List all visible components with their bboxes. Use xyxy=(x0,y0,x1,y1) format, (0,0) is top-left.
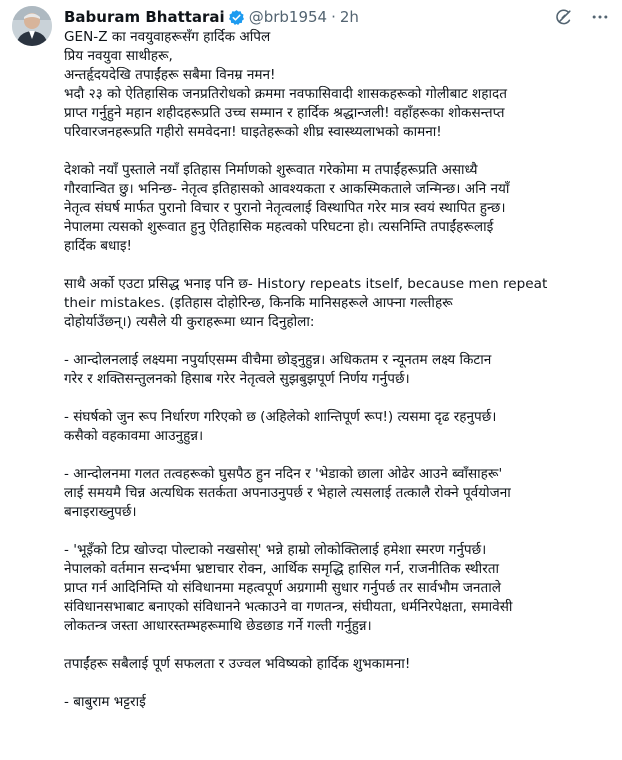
tweet-text-line: साथै अर्को एउटा प्रसिद्ध भनाइ पनि छ- History repeats itself, because men repeat xyxy=(64,276,548,292)
grok-icon[interactable] xyxy=(554,7,574,27)
paragraph-gap xyxy=(64,142,612,161)
tweet-text-line: संविधानसभाबाट बनाएको संविधानने भत्काउने वा गणतन्त्र, संघीयता, धर्मनिरपेक्षता, समावेसी xyxy=(64,599,513,615)
tweet-text-line: नेतृत्व संघर्ष मार्फत पुरानो विचार र पुरानो नेतृत्वलाई विस्थापित गरेर मात्र स्वयं स्थापित हुन्छ। xyxy=(64,200,506,216)
tweet-text-line: तपाईंहरू सबैलाई पूर्ण सफलता र उज्वल भविष्यको हार्दिक शुभकामना! xyxy=(64,656,411,672)
tweet-paragraph xyxy=(64,275,612,332)
tweet-text-line: भदौ २३ को ऐतिहासिक जनप्रतिरोधको क्रममा नवफासिवादी शासकहरूको गोलीबाट शहादत xyxy=(64,86,507,102)
tweet-paragraph xyxy=(64,408,612,446)
tweet-text xyxy=(64,28,612,712)
tweet-text-line: लोकतन्त्र जस्ता आधारस्तम्भहरूमाथि छेडछाड गर्ने गल्ती गर्नुहुन्न। xyxy=(64,618,372,634)
tweet-text-line: - संघर्षको जुन रूप निर्धारण गरिएको छ (अहिलेको शान्तिपूर्ण रूप!) त्यसमा दृढ रहनुपर्छ। xyxy=(64,409,497,425)
tweet-text-line: their mistakes. (इतिहास दोहोरिन्छ, किनकि मानिसहरूले आफ्ना गल्तीहरू xyxy=(64,295,453,311)
tweet-text-line: गरेर र शक्तिसन्तुलनको हिसाब गरेर नेतृत्वले सुझबुझपूर्ण निर्णय गर्नुपर्छ। xyxy=(64,371,410,387)
verified-badge-icon[interactable] xyxy=(228,9,245,26)
tweet-text-line: प्रिय नवयुवा साथीहरू, xyxy=(64,48,173,64)
tweet-text-line: परिवारजनहरूप्रति गहीरो समवेदना! घाइतेहरूको शीघ्र स्वास्थ्यलाभको कामना! xyxy=(64,124,442,140)
tweet-paragraph xyxy=(64,541,612,636)
separator-dot: · xyxy=(331,8,336,26)
tweet-text-line: नेपालमा त्यसको शुरूवात हुनु ऐतिहासिक महत्वको परिघटना हो। त्यसनिम्ति तपाईंहरूलाई xyxy=(64,219,494,235)
paragraph-gap xyxy=(64,389,612,408)
tweet-text-line: - आन्दोलनलाई लक्ष्यमा नपुर्याएसम्म वीचैमा छोड्नुहुन्न। अधिकतम र न्यूनतम लक्ष्य किटान xyxy=(64,352,492,368)
tweet-text-line: बनाइराख्नुपर्छ। xyxy=(64,504,137,520)
tweet-paragraph xyxy=(64,693,612,712)
paragraph-gap xyxy=(64,446,612,465)
tweet-text-line: अन्तर्हृदयदेखि तपाईंहरू सबैमा विनम्र नमन! xyxy=(64,67,276,83)
tweet-paragraph xyxy=(64,465,612,522)
tweet-text-line: गौरवान्वित छु। भनिन्छ- नेतृत्व इतिहासको आवश्यकता र आकस्मिकताले जन्मिन्छ। अनि नयाँ xyxy=(64,181,510,197)
author-handle[interactable]: @brb1954 xyxy=(248,8,328,26)
paragraph-gap xyxy=(64,674,612,693)
header-actions xyxy=(554,7,610,27)
paragraph-gap xyxy=(64,332,612,351)
tweet-text-line: प्राप्त गर्न आदिनिम्ति यो संविधानमा महत्वपूर्ण अग्रगामी सुधार गर्नुपर्छ तर सार्वभौम जनताले xyxy=(64,580,501,596)
author-name[interactable]: Baburam Bhattarai xyxy=(64,8,225,26)
tweet-text-line: GEN-Z का नवयुवाहरूसँग हार्दिक अपिल xyxy=(64,29,271,45)
avatar[interactable] xyxy=(12,6,52,46)
tweet-text-line: देशको नयाँ पुस्ताले नयाँ इतिहास निर्माणको शुरूवात गरेकोमा म तपाईंहरूप्रति असाध्यै xyxy=(64,162,478,178)
tweet-text-line: - बाबुराम भट्टराई xyxy=(64,694,146,710)
tweet-text-line: - 'भूइँको टिप्र खोज्दा पोल्टाको नखसोस्' भन्ने हाम्रो लोकोक्तिलाई हमेशा स्मरण गर्नुपर्छ। xyxy=(64,542,487,558)
paragraph-gap xyxy=(64,256,612,275)
tweet-text-line: - आन्दोलनमा गलत तत्वहरूको घुसपैठ हुन नदिन र 'भेडाको छाला ओढेर आउने ब्वाँसाहरू' xyxy=(64,466,503,482)
paragraph-gap xyxy=(64,522,612,541)
timestamp[interactable]: 2h xyxy=(339,8,359,26)
tweet-text-line: दोहोर्याउँछन्।) त्यसैले यी कुराहरूमा ध्यान दिनुहोला: xyxy=(64,314,315,330)
tweet-text-line: लाई समयमै चिन्न अत्यधिक सतर्कता अपनाउनुपर्छ र भेहाले त्यसलाई तत्कालै रोक्ने पूर्वयोजना xyxy=(64,485,511,501)
tweet-text-line: हार्दिक बधाइ! xyxy=(64,238,133,254)
tweet-paragraph xyxy=(64,655,612,674)
tweet-paragraph xyxy=(64,351,612,389)
tweet-text-line: प्राप्त गर्नुहुने महान शहीदहरूप्रति उच्च सम्मान र हार्दिक श्रद्धान्जली! वहाँहरूका शोकसन्तप्त xyxy=(64,105,505,121)
more-icon[interactable] xyxy=(590,7,610,27)
tweet-paragraph xyxy=(64,28,612,142)
paragraph-gap xyxy=(64,636,612,655)
tweet-text-line: नेपालको वर्तमान सन्दर्भमा भ्रष्टाचार रोक्न, आर्थिक समृद्धि हासिल गर्न, राजनीतिक स्थीरता xyxy=(64,561,500,577)
tweet-header xyxy=(64,6,610,28)
tweet-text-line: कसैको वहकावमा आउनुहुन्न। xyxy=(64,428,204,444)
tweet-paragraph xyxy=(64,161,612,256)
